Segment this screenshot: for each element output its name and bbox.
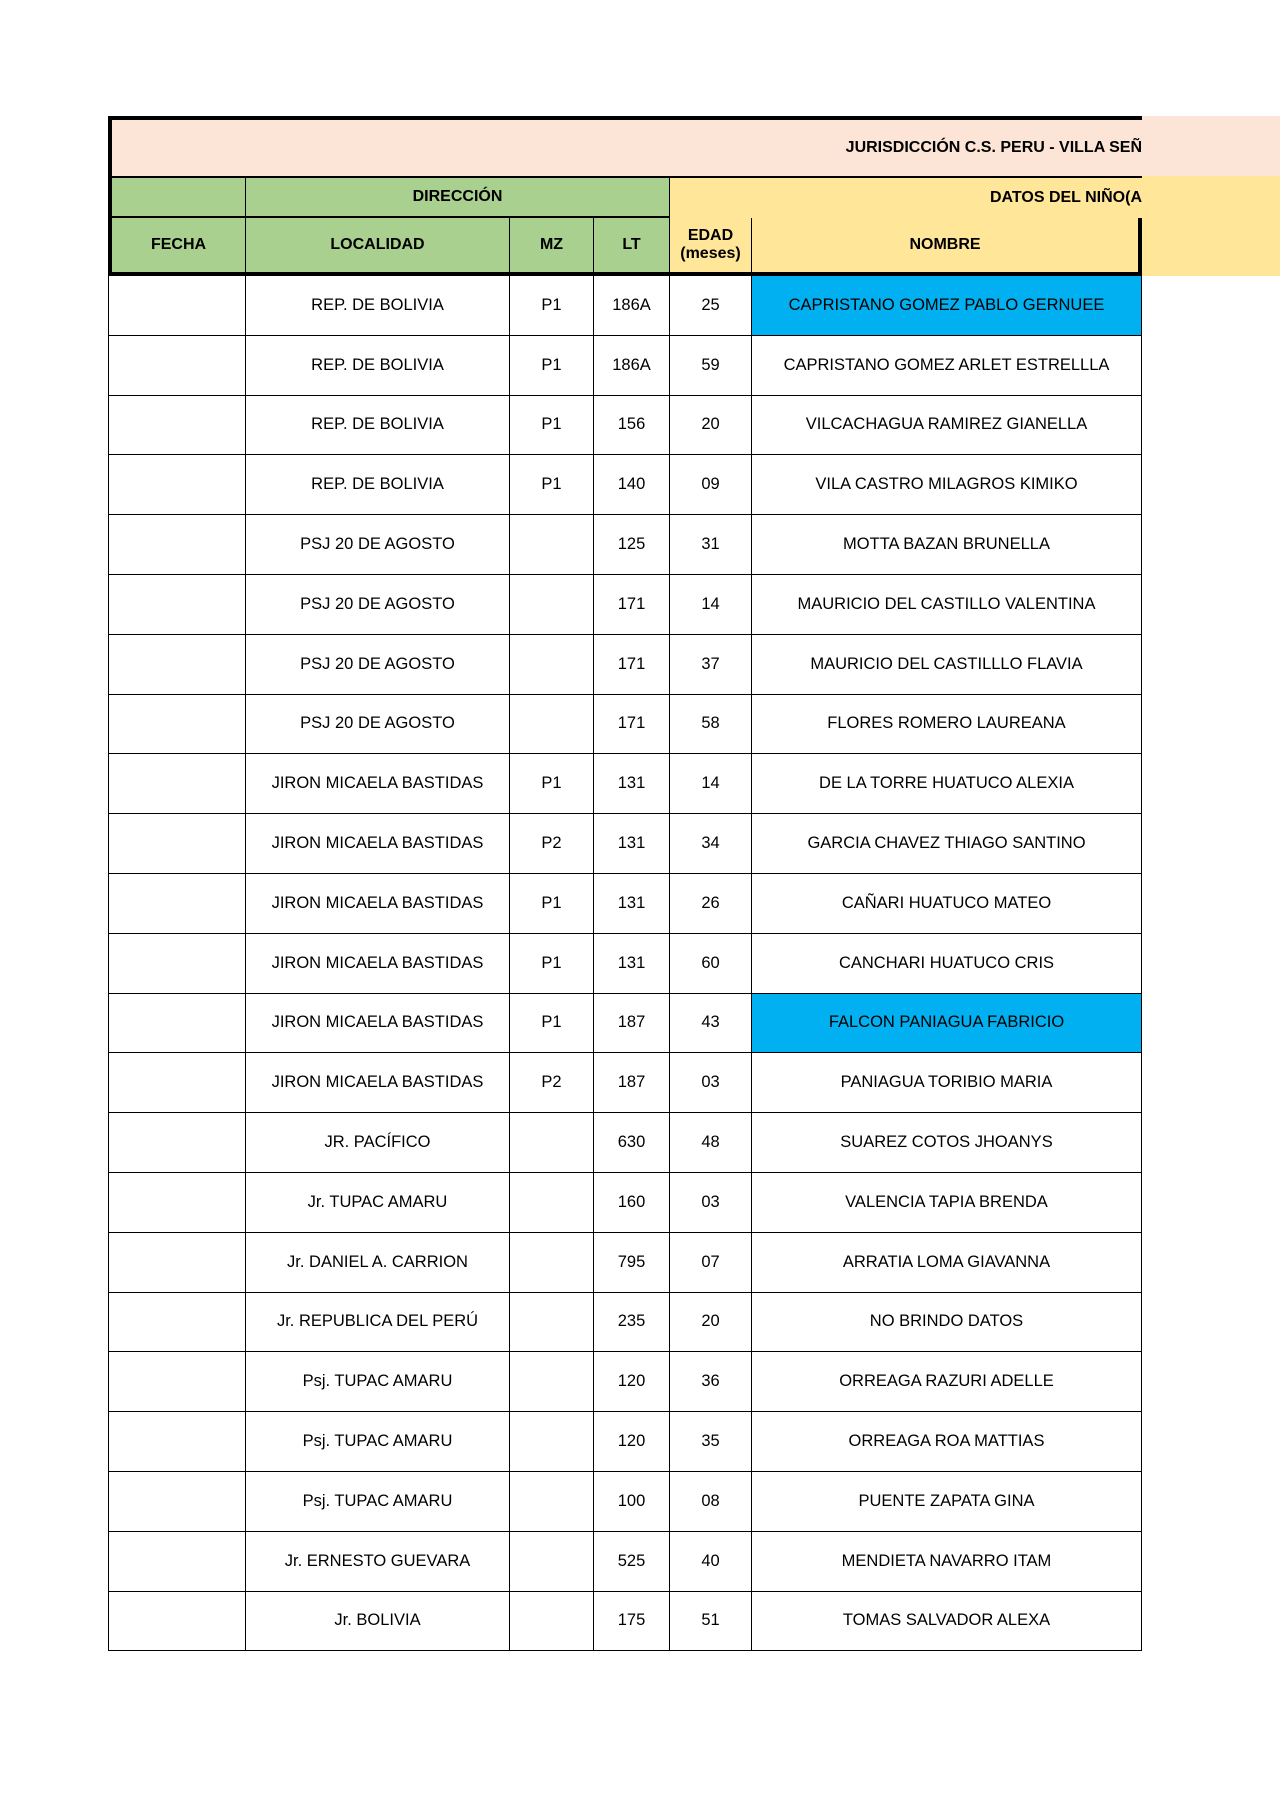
- col-header-nombre: NOMBRE: [752, 218, 1142, 276]
- group-header-datos-nino: DATOS DEL NIÑO(A: [670, 176, 1142, 218]
- cell-fecha: [108, 1233, 246, 1293]
- cell-localidad: JIRON MICAELA BASTIDAS: [246, 1053, 510, 1113]
- cell-mz: [510, 1113, 594, 1173]
- cell-fecha: [108, 1113, 246, 1173]
- table-row: [108, 276, 1142, 336]
- cell-lt: 187: [594, 1053, 670, 1113]
- cell-edad: 51: [670, 1592, 752, 1652]
- cell-lt: 186A: [594, 336, 670, 396]
- cell-mz: P2: [510, 1053, 594, 1113]
- col-header-fecha: FECHA: [108, 218, 246, 276]
- cell-localidad: Psj. TUPAC AMARU: [246, 1412, 510, 1472]
- cell-lt: 171: [594, 575, 670, 635]
- cell-lt: 156: [594, 396, 670, 456]
- cell-fecha: [108, 934, 246, 994]
- table-row: [108, 934, 1142, 994]
- cell-nombre: MENDIETA NAVARRO ITAM: [752, 1532, 1142, 1592]
- cell-nombre: MAURICIO DEL CASTILLO VALENTINA: [752, 575, 1142, 635]
- cell-localidad: JIRON MICAELA BASTIDAS: [246, 934, 510, 994]
- cell-mz: [510, 1412, 594, 1472]
- cell-edad: 60: [670, 934, 752, 994]
- cell-lt: 171: [594, 695, 670, 755]
- cell-mz: [510, 1472, 594, 1532]
- table-row: [108, 635, 1142, 695]
- cell-nombre: GARCIA CHAVEZ THIAGO SANTINO: [752, 814, 1142, 874]
- table-row: [108, 1352, 1142, 1412]
- cell-mz: [510, 515, 594, 575]
- col-header-mz: MZ: [510, 218, 594, 276]
- cell-localidad: JIRON MICAELA BASTIDAS: [246, 754, 510, 814]
- cell-nombre: FALCON PANIAGUA FABRICIO: [752, 994, 1142, 1054]
- title-row: [108, 116, 1142, 176]
- table-row: [108, 814, 1142, 874]
- table-row: [108, 455, 1142, 515]
- cell-edad: 03: [670, 1053, 752, 1113]
- cell-localidad: PSJ 20 DE AGOSTO: [246, 575, 510, 635]
- col-header-localidad: LOCALIDAD: [246, 218, 510, 276]
- cell-nombre: ORREAGA RAZURI ADELLE: [752, 1352, 1142, 1412]
- cell-nombre: SUAREZ COTOS JHOANYS: [752, 1113, 1142, 1173]
- cell-fecha: [108, 336, 246, 396]
- cell-fecha: [108, 575, 246, 635]
- cell-fecha: [108, 515, 246, 575]
- table-row: [108, 994, 1142, 1054]
- cell-localidad: REP. DE BOLIVIA: [246, 276, 510, 336]
- cell-localidad: JR. PACÍFICO: [246, 1113, 510, 1173]
- cell-fecha: [108, 1412, 246, 1472]
- cell-edad: 14: [670, 754, 752, 814]
- group-header-blank: [108, 176, 246, 218]
- cell-nombre: MAURICIO DEL CASTILLLO FLAVIA: [752, 635, 1142, 695]
- cell-lt: 131: [594, 814, 670, 874]
- cell-nombre: FLORES ROMERO LAUREANA: [752, 695, 1142, 755]
- table-row: [108, 754, 1142, 814]
- cell-nombre: PUENTE ZAPATA GINA: [752, 1472, 1142, 1532]
- cell-nombre: VILA CASTRO MILAGROS KIMIKO: [752, 455, 1142, 515]
- group-header-row: [108, 176, 1142, 218]
- cell-edad: 26: [670, 874, 752, 934]
- cell-nombre: ARRATIA LOMA GIAVANNA: [752, 1233, 1142, 1293]
- cell-edad: 09: [670, 455, 752, 515]
- cell-mz: [510, 695, 594, 755]
- table-row: [108, 1113, 1142, 1173]
- cell-lt: 525: [594, 1532, 670, 1592]
- cell-nombre: VILCACHAGUA RAMIREZ GIANELLA: [752, 396, 1142, 456]
- cell-mz: [510, 1352, 594, 1412]
- cell-nombre: CAPRISTANO GOMEZ PABLO GERNUEE: [752, 276, 1142, 336]
- cell-edad: 20: [670, 1293, 752, 1353]
- cell-mz: P1: [510, 934, 594, 994]
- cell-edad: 08: [670, 1472, 752, 1532]
- cell-edad: 03: [670, 1173, 752, 1233]
- cell-edad: 36: [670, 1352, 752, 1412]
- cell-mz: P1: [510, 994, 594, 1054]
- cell-mz: P1: [510, 455, 594, 515]
- cell-localidad: PSJ 20 DE AGOSTO: [246, 635, 510, 695]
- cell-nombre: VALENCIA TAPIA BRENDA: [752, 1173, 1142, 1233]
- cell-edad: 35: [670, 1412, 752, 1472]
- cell-fecha: [108, 396, 246, 456]
- cell-fecha: [108, 1173, 246, 1233]
- cell-edad: 34: [670, 814, 752, 874]
- cell-lt: 131: [594, 754, 670, 814]
- cell-localidad: Jr. BOLIVIA: [246, 1592, 510, 1652]
- cell-edad: 25: [670, 276, 752, 336]
- cell-mz: P1: [510, 754, 594, 814]
- cell-localidad: REP. DE BOLIVIA: [246, 455, 510, 515]
- cell-lt: 131: [594, 934, 670, 994]
- cell-lt: 186A: [594, 276, 670, 336]
- cell-localidad: JIRON MICAELA BASTIDAS: [246, 814, 510, 874]
- table-row: [108, 1053, 1142, 1113]
- cell-mz: [510, 635, 594, 695]
- cell-localidad: REP. DE BOLIVIA: [246, 396, 510, 456]
- column-header-row: [108, 218, 1142, 276]
- cell-lt: 120: [594, 1352, 670, 1412]
- table-row: [108, 336, 1142, 396]
- cell-fecha: [108, 1532, 246, 1592]
- table-row: [108, 1233, 1142, 1293]
- cell-localidad: JIRON MICAELA BASTIDAS: [246, 874, 510, 934]
- table-row: [108, 1173, 1142, 1233]
- cell-lt: 160: [594, 1173, 670, 1233]
- col-header-edad: [670, 218, 752, 276]
- cell-mz: P1: [510, 336, 594, 396]
- cell-edad: 48: [670, 1113, 752, 1173]
- cell-edad: 59: [670, 336, 752, 396]
- cell-edad: 43: [670, 994, 752, 1054]
- cell-lt: 120: [594, 1412, 670, 1472]
- cell-mz: [510, 1293, 594, 1353]
- cell-fecha: [108, 1053, 246, 1113]
- cell-lt: 131: [594, 874, 670, 934]
- cell-fecha: [108, 635, 246, 695]
- cell-nombre: CAÑARI HUATUCO MATEO: [752, 874, 1142, 934]
- cell-localidad: Jr. TUPAC AMARU: [246, 1173, 510, 1233]
- cell-fecha: [108, 754, 246, 814]
- page-title: JURISDICCIÓN C.S. PERU - VILLA SEÑ: [845, 139, 1142, 156]
- cell-localidad: REP. DE BOLIVIA: [246, 336, 510, 396]
- cell-mz: [510, 1233, 594, 1293]
- table-row: [108, 515, 1142, 575]
- cell-nombre: PANIAGUA TORIBIO MARIA: [752, 1053, 1142, 1113]
- cell-fecha: [108, 1592, 246, 1652]
- cell-nombre: CAPRISTANO GOMEZ ARLET ESTRELLLA: [752, 336, 1142, 396]
- cell-edad: 40: [670, 1532, 752, 1592]
- cell-mz: P1: [510, 874, 594, 934]
- table-row: [108, 1293, 1142, 1353]
- cell-edad: 37: [670, 635, 752, 695]
- cell-localidad: Psj. TUPAC AMARU: [246, 1352, 510, 1412]
- cell-lt: 171: [594, 635, 670, 695]
- cell-mz: P1: [510, 276, 594, 336]
- cell-fecha: [108, 1472, 246, 1532]
- cell-nombre: CANCHARI HUATUCO CRIS: [752, 934, 1142, 994]
- table-row: [108, 396, 1142, 456]
- cell-lt: 187: [594, 994, 670, 1054]
- cell-lt: 100: [594, 1472, 670, 1532]
- cell-fecha: [108, 695, 246, 755]
- group-header-direccion: DIRECCIÓN: [246, 176, 670, 218]
- col-header-lt: LT: [594, 218, 670, 276]
- cell-mz: [510, 1532, 594, 1592]
- cell-lt: 235: [594, 1293, 670, 1353]
- cell-mz: P1: [510, 396, 594, 456]
- cell-lt: 795: [594, 1233, 670, 1293]
- cell-localidad: Jr. DANIEL A. CARRION: [246, 1233, 510, 1293]
- cell-lt: 140: [594, 455, 670, 515]
- cell-edad: 14: [670, 575, 752, 635]
- table-row: [108, 1532, 1142, 1592]
- cell-localidad: Psj. TUPAC AMARU: [246, 1472, 510, 1532]
- cell-localidad: PSJ 20 DE AGOSTO: [246, 695, 510, 755]
- table-row: [108, 575, 1142, 635]
- cell-nombre: MOTTA BAZAN BRUNELLA: [752, 515, 1142, 575]
- col-header-edad-line2: (meses): [680, 245, 741, 262]
- cell-edad: 58: [670, 695, 752, 755]
- cell-fecha: [108, 1293, 246, 1353]
- cell-nombre: TOMAS SALVADOR ALEXA: [752, 1592, 1142, 1652]
- table-row: [108, 874, 1142, 934]
- table-row: [108, 1412, 1142, 1472]
- cell-localidad: JIRON MICAELA BASTIDAS: [246, 994, 510, 1054]
- cell-mz: [510, 1173, 594, 1233]
- table-row: [108, 695, 1142, 755]
- cell-fecha: [108, 994, 246, 1054]
- cell-localidad: PSJ 20 DE AGOSTO: [246, 515, 510, 575]
- cell-nombre: ORREAGA ROA MATTIAS: [752, 1412, 1142, 1472]
- cell-localidad: Jr. REPUBLICA DEL PERÚ: [246, 1293, 510, 1353]
- cell-mz: [510, 575, 594, 635]
- table-row: [108, 1592, 1142, 1652]
- cell-edad: 20: [670, 396, 752, 456]
- cell-fecha: [108, 455, 246, 515]
- cell-fecha: [108, 1352, 246, 1412]
- cell-mz: P2: [510, 814, 594, 874]
- cell-mz: [510, 1592, 594, 1652]
- cell-fecha: [108, 814, 246, 874]
- cell-nombre: NO BRINDO DATOS: [752, 1293, 1142, 1353]
- table-row: [108, 1472, 1142, 1532]
- cell-lt: 175: [594, 1592, 670, 1652]
- cell-edad: 07: [670, 1233, 752, 1293]
- cell-localidad: Jr. ERNESTO GUEVARA: [246, 1532, 510, 1592]
- cell-lt: 630: [594, 1113, 670, 1173]
- cell-edad: 31: [670, 515, 752, 575]
- cell-fecha: [108, 276, 246, 336]
- cell-lt: 125: [594, 515, 670, 575]
- col-header-edad-line1: EDAD: [687, 227, 734, 244]
- cell-fecha: [108, 874, 246, 934]
- cell-nombre: DE LA TORRE HUATUCO ALEXIA: [752, 754, 1142, 814]
